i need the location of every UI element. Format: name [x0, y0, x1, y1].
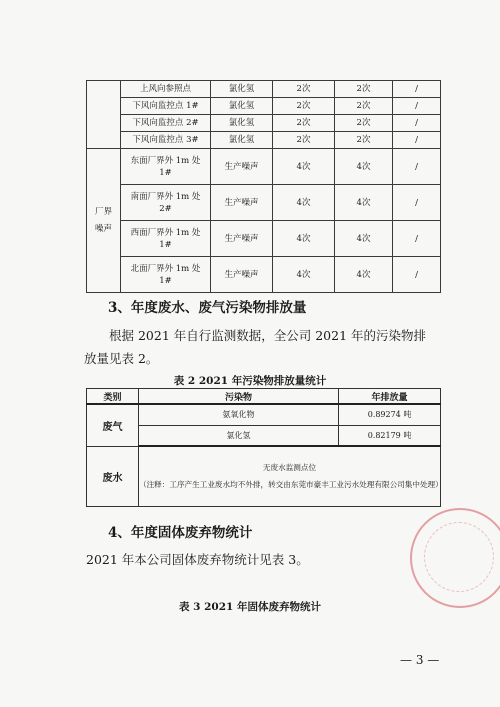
monitor-point: 南面厂界外 1m 处 2#	[121, 185, 211, 221]
remark: /	[393, 185, 441, 221]
monitor-item: 氯化氢	[211, 81, 273, 98]
table-row	[87, 115, 441, 132]
monitor-item: 氯化氢	[211, 115, 273, 132]
company-seal-stamp	[410, 508, 500, 608]
monitor-frequency: 4次	[335, 149, 393, 185]
gas-category: 废气	[87, 404, 139, 446]
pollutant-name: 氨氧化物	[139, 404, 339, 425]
section-3-paragraph: 根据 2021 年自行监测数据，全公司 2021 年的污染物排放量见表 2。	[84, 328, 427, 366]
header-annual-amount: 年排放量	[339, 389, 441, 405]
monitor-frequency: 2次	[273, 132, 335, 149]
monitoring-frequency-table	[86, 80, 441, 293]
remark: /	[393, 221, 441, 257]
page-number: — 3 —	[400, 653, 440, 667]
monitor-frequency: 4次	[335, 257, 393, 293]
table-row	[87, 404, 441, 425]
monitor-frequency: 2次	[335, 132, 393, 149]
emissions-table	[86, 388, 441, 507]
table-row	[87, 149, 441, 185]
monitor-frequency: 2次	[273, 81, 335, 98]
table-row	[87, 81, 441, 98]
monitor-point: 北面厂界外 1m 处 1#	[121, 257, 211, 293]
annual-amount: 0.89274 吨	[339, 404, 441, 425]
table-row	[87, 132, 441, 149]
remark: /	[393, 149, 441, 185]
monitor-frequency: 4次	[273, 185, 335, 221]
remark: /	[393, 132, 441, 149]
monitor-frequency: 4次	[273, 149, 335, 185]
monitor-point: 下风向监控点 3#	[121, 132, 211, 149]
monitor-item: 生产噪声	[211, 185, 273, 221]
annual-amount: 0.82179 吨	[339, 425, 441, 446]
monitor-item: 生产噪声	[211, 257, 273, 293]
monitor-point: 下风向监控点 2#	[121, 115, 211, 132]
table-2-caption: 表 2 2021 年污染物排放量统计	[173, 375, 327, 387]
header-pollutant: 污染物	[139, 389, 339, 405]
monitor-frequency: 4次	[273, 221, 335, 257]
monitor-point: 上风向参照点	[121, 81, 211, 98]
remark: /	[393, 81, 441, 98]
monitor-point: 西面厂界外 1m 处 1#	[121, 221, 211, 257]
monitor-frequency: 2次	[273, 98, 335, 115]
air-category-cell	[87, 81, 121, 149]
section-3-title: 3、年度废水、废气污染物排放量	[108, 300, 307, 316]
monitor-frequency: 2次	[335, 115, 393, 132]
table-row	[87, 425, 441, 446]
monitor-item: 生产噪声	[211, 221, 273, 257]
water-note-cell	[139, 446, 441, 506]
water-category: 废水	[87, 446, 139, 506]
monitor-point: 下风向监控点 1#	[121, 98, 211, 115]
monitor-frequency: 2次	[335, 98, 393, 115]
table-header-row	[87, 389, 441, 405]
table-row	[87, 446, 441, 506]
monitor-frequency: 4次	[335, 221, 393, 257]
monitor-item: 氯化氢	[211, 98, 273, 115]
monitor-point: 东面厂界外 1m 处 1#	[121, 149, 211, 185]
water-no-monitoring: 无废水监测点位	[262, 463, 317, 473]
table-row	[87, 257, 441, 293]
table-3-caption: 表 3 2021 年固体废弃物统计	[179, 601, 321, 613]
monitor-frequency: 2次	[335, 81, 393, 98]
header-category: 类别	[87, 389, 139, 405]
section-4-title: 4、年度固体废弃物统计	[108, 525, 253, 541]
remark: /	[393, 115, 441, 132]
monitor-frequency: 4次	[335, 185, 393, 221]
monitor-frequency: 4次	[273, 257, 335, 293]
section-4-paragraph: 2021 年本公司固体废弃物统计见表 3。	[86, 552, 309, 567]
pollutant-name: 氯化氢	[139, 425, 339, 446]
monitor-frequency: 2次	[273, 115, 335, 132]
monitor-item: 生产噪声	[211, 149, 273, 185]
remark: /	[393, 98, 441, 115]
noise-category-cell: 厂界噪声	[87, 149, 121, 293]
monitor-item: 氯化氢	[211, 132, 273, 149]
table-row	[87, 98, 441, 115]
water-note: （注释：工序产生工业废水均不外排，转交由东莞市豪丰工业污水处理有限公司集中处理）	[139, 480, 443, 490]
table-row	[87, 221, 441, 257]
table-row	[87, 185, 441, 221]
remark: /	[393, 257, 441, 293]
